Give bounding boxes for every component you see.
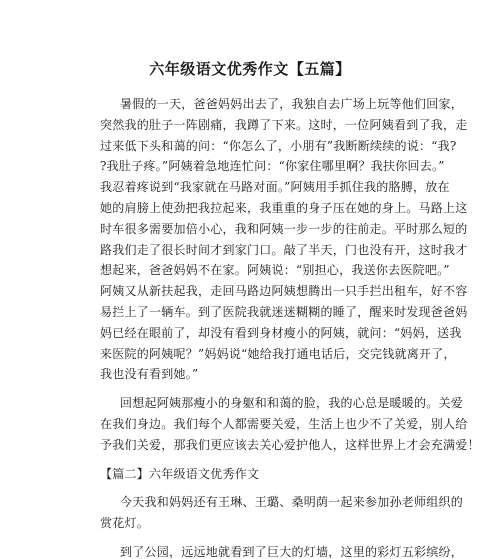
- text-line: 过来低下头和蔼的问：“你怎么了，小朋有”我断断续续的说：“我?: [100, 139, 457, 153]
- text-line: 我也没有看到她。”: [100, 367, 199, 381]
- text-line: 妈已经在眼前了，却没有看到身材瘦小的阿姨，就问：“妈妈，送我: [100, 326, 462, 340]
- text-line: ?我肚子疼。”阿姨着急地连忙问：“你家住哪里啊？我扶你回去。”: [100, 159, 445, 173]
- text-line: 到了公园，远远地就看到了巨大的灯墙，这里的彩灯五彩缤纷，: [120, 545, 464, 559]
- text-line: 赏花灯。: [100, 516, 150, 530]
- text-line: 突然我的肚子一阵剧痛，我蹲了下来。这时，一位阿姨看到了我，走: [100, 118, 468, 132]
- text-line: 回想起阿姨那瘦小的身躯和和蔼的脸，我的心总是暖暖的。关爱: [120, 396, 464, 410]
- text-line: 今天我和妈妈还有王琳、王璐、桑明荫一起来参加孙老师组织的: [120, 495, 464, 509]
- text-line: 时车很多需要加倍小心，我和阿姨一步一步的往前走。平时那么短的: [100, 222, 468, 236]
- section-heading: 【篇二】六年级语文优秀作文: [100, 467, 260, 481]
- text-line: 在我们身边。我们每个人都需要关爱，生活上也少不了关爱，别人给: [100, 417, 468, 431]
- text-line: 予我们关爱，那我们更应该去关心爱护他人，这样世界上才会充满爱！: [100, 438, 480, 452]
- document-title: 六年级语文优秀作文【五篇】: [149, 60, 351, 78]
- text-line: 阿姨又从新扶起我，走回马路边阿姨想腾出一只手拦出租车，好不容: [100, 284, 468, 298]
- text-line: 我忍着疼说到“我家就在马路对面。”阿姨用手抓住我的胳膊，放在: [100, 180, 450, 194]
- text-line: 她的肩膀上使劲把我拉起来，我重重的身子压在她的身上。马路上这: [100, 201, 468, 215]
- text-line: 暑假的一天，爸爸妈妈出去了，我独自去广场上玩等他们回家，: [120, 97, 464, 111]
- text-line: 路我们走了很长时间才到家门口。敲了半天，门也没有开，这时我才: [100, 243, 468, 257]
- text-line: 来医院的阿姨呢？”妈妈说“她给我打通电话后，交完钱就离开了，: [100, 347, 456, 361]
- text-line: 易拦上了一辆车。到了医院我就迷迷糊糊的睡了，醒来时发现爸爸妈: [100, 305, 468, 319]
- text-line: 想起来，爸爸妈妈不在家。阿姨说：“别担心，我送你去医院吧。”: [100, 263, 450, 277]
